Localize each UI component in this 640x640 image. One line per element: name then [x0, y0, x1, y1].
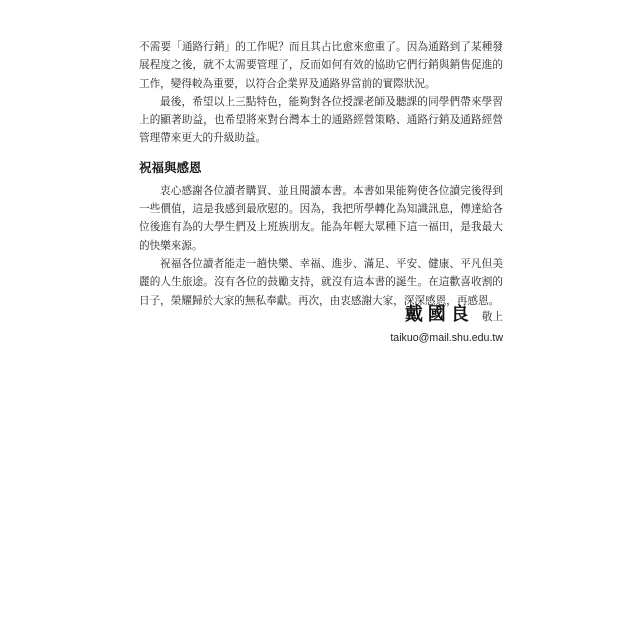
section-heading: 祝福與感恩 — [139, 159, 202, 175]
body-paragraph-1: 不需要「通路行銷」的工作呢？而且其占比愈來愈重了。因為通路到了某種發展程度之後，就不太需要管理了，反而如何有效的協助它們行銷與銷售促進的工作，變得較為重要，以符合企業界及通路界當前的實際狀況。 — [139, 41, 503, 90]
body-paragraph-2: 最後，希望以上三點特色，能夠對各位授課老師及聽課的同學們帶來學習上的顯著助益，也希望將來對台灣本土的通路經營策略、通路行銷及通路經營管理帶來更大的升級助益。 — [139, 95, 503, 145]
signature-name: 戴國良 — [404, 304, 474, 325]
section-paragraph-2: 祝福各位讀者能走一趟快樂、幸福、進步、滿足、平安、健康、平凡但美麗的人生旅途。沒有各位的鼓勵支持，就沒有這本書的誕生。在這歡喜收割的日子，榮耀歸於大家的無私奉獻。再次，由衷感謝大家，深深感恩，再感恩。 — [139, 257, 503, 307]
signature-block — [139, 300, 503, 344]
section-paragraph-1: 衷心感謝各位讀者購買、並且閱讀本書。本書如果能夠使各位讀完後得到一些價值，這是我感到最欣慰的。因為，我把所學轉化為知識訊息，傳達給各位後進有為的大學生們及上班族朋友。能為年輕大眾種下這一福田，是我最大的快樂來源。 — [139, 184, 503, 252]
signature-suffix: 敬上 — [481, 311, 503, 323]
document-page — [139, 38, 503, 310]
author-email: taikuo@mail.shu.edu.tw — [390, 332, 503, 344]
signature-line — [139, 300, 503, 326]
